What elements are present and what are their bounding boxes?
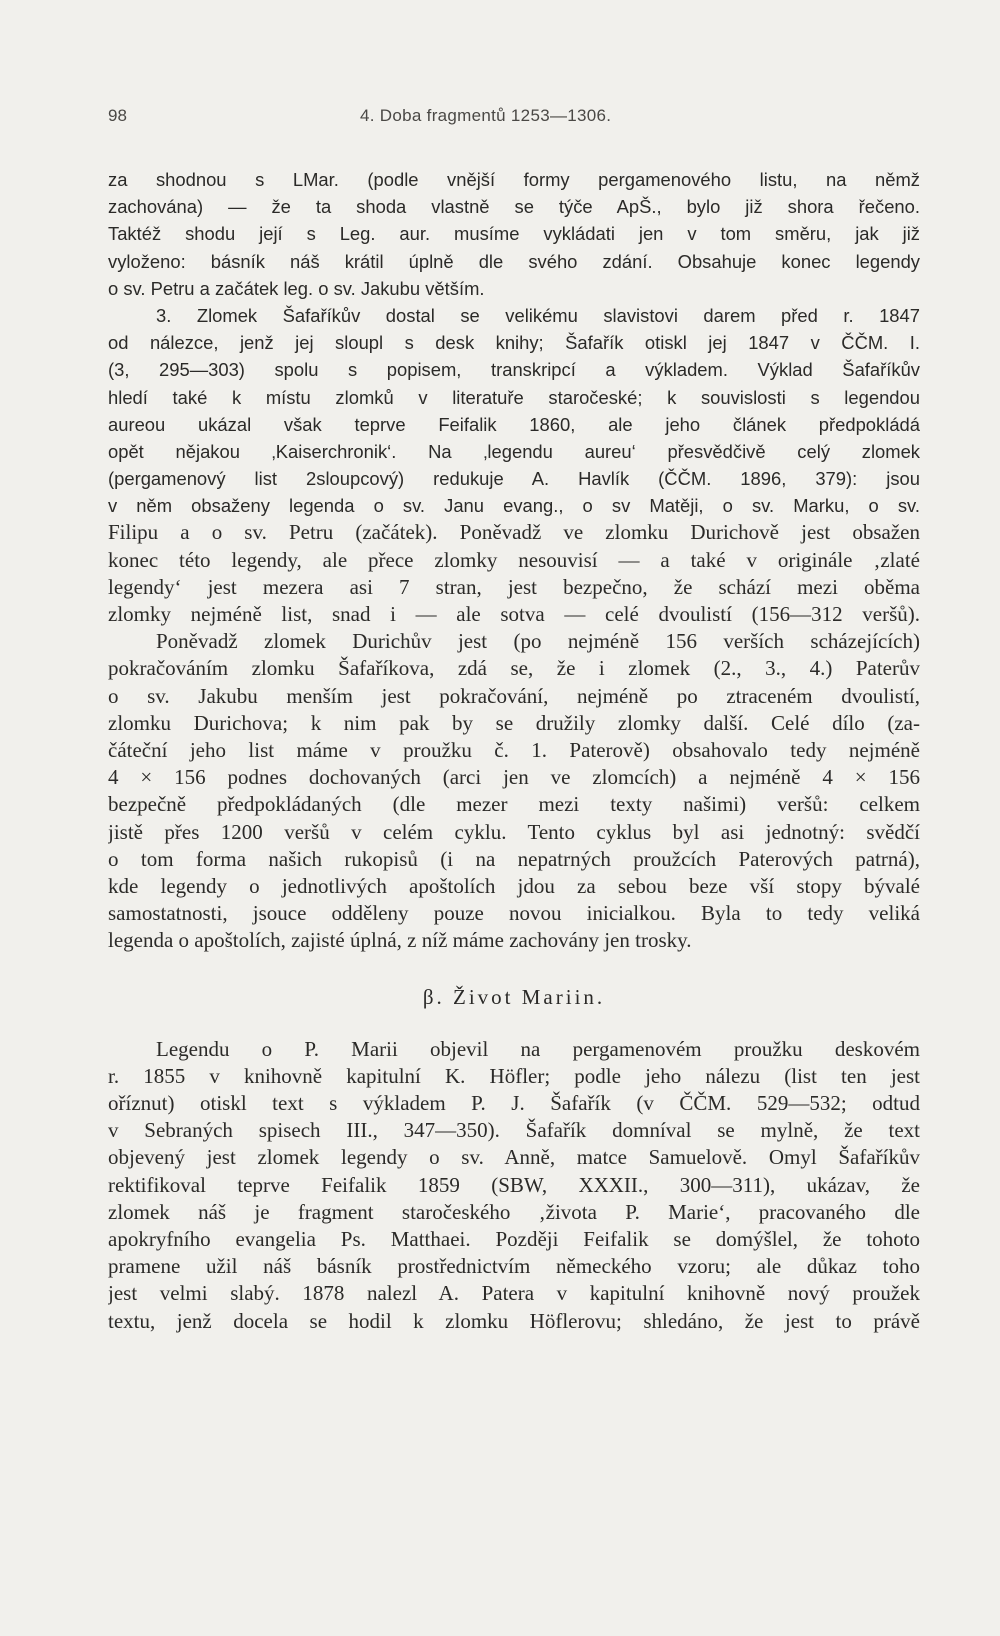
text-line: Poněvadž zlomek Durichův jest (po nejméně 156 verších scházejících) [156,629,920,654]
text-line: Filipu a o sv. Petru (začátek). Poněvadž ve zlomku Durichově jest obsažen [108,520,920,545]
text-line: kde legendy o jednotlivých apoštolích jdou za sebou beze vší stopy bývalé [108,873,920,898]
text-line: objevený jest zlomek legendy o sv. Anně, matce Samuelově. Omyl Šafaříkův [108,1145,920,1170]
text-line: jest velmi slabý. 1878 nalezl A. Patera v kapitulní knihovně nový proužek [108,1281,920,1306]
text-line: o sv. Jakubu menším jest pokračování, nejméně po ztraceném dvoulistí, [108,683,920,708]
page-body [108,166,920,1335]
text-line: legenda o apoštolích, zajisté úplná, z níž máme zachovány jen trosky. [108,928,692,953]
text-line: zlomek náš je fragment staročeského ‚života P. Marie‘, pracovaného dle [108,1199,920,1224]
text-line: v něm obsaženy legenda o sv. Janu evang., o sv Matěji, o sv. Marku, o sv. [108,495,920,517]
text-line: za shodnou s LMar. (podle vnější formy pergamenového listu, na němž [108,169,920,190]
text-line: v Sebraných spisech III., 347—350). Šafařík domníval se mylně, že text [108,1118,920,1143]
running-header [108,106,908,136]
text-line: rektifikoval teprve Feifalik 1859 (SBW, XXXII., 300—311), ukázav, že [108,1172,920,1197]
text-line: 3. Zlomek Šafaříkův dostal se velikému slavistovi darem před r. 1847 [156,304,920,326]
text-line: Taktéž shodu její s Leg. aur. musíme vykládati jen v tom směru, jak již [108,223,920,245]
text-line: čáteční jeho list máme v proužku č. 1. Paterově) obsahovalo tedy nejméně [108,737,920,762]
text-line: samostatnosti, jsouce odděleny pouze novou inicialkou. Byla to tedy veliká [108,901,920,926]
text-line: opět nějakou ‚Kaiserchronik‘. Na ‚legendu aureu‘ přesvědčivě celý zlomek [108,440,920,462]
text-line: hledí také k místu zlomků v literatuře staročeské; k souvislosti s legendou [108,386,920,408]
text-line: oříznut) otiskl text s výkladem P. J. Šafařík (v ČČM. 529—532; odtud [108,1091,920,1115]
text-line: aureou ukázal však teprve Feifalik 1860, ale jeho článek předpokládá [108,413,920,435]
page-number: 98 [108,106,127,125]
text-line: od nálezce, jenž jej sloupl s desk knihy; Šafařík otiskl jej 1847 v ČČM. I. [108,332,920,354]
text-line: pramene užil náš básník prostřednictvím německého vzoru; ale důkaz toho [108,1254,920,1279]
text-line: zlomky nejméně list, snad i — ale sotva — celé dvoulistí (156—312 veršů). [108,602,920,626]
text-line: o tom forma našich rukopisů (i na nepatrných proužcích Paterových patrná), [108,846,920,871]
text-line: legendy‘ jest mezera asi 7 stran, jest bezpečno, že schází mezi oběma [108,574,920,599]
text-line: bezpečně předpokládaných (dle mezer mezi texty našimi) veršů: celkem [108,792,920,817]
text-line: (3, 295—303) spolu s popisem, transkripcí a výkladem. Výklad Šafaříkův [108,359,920,381]
text-line: Legendu o P. Marii objevil na pergamenovém proužku deskovém [156,1036,920,1061]
text-line: konec této legendy, ale přece zlomky nesouvisí — a také v originále ‚zlaté [108,547,920,572]
text-line: vyloženo: básník náš krátil úplně dle svého zdání. Obsahuje konec legendy [108,250,920,272]
text-line: textu, jenž docela se hodil k zlomku Höflerovu; shledáno, že jest to právě [108,1308,920,1333]
text-line: 4 × 156 podnes dochovaných (arci jen ve zlomcích) a nejméně 4 × 156 [108,765,920,790]
text-line: (pergamenový list 2sloupcový) redukuje A. Havlík (ČČM. 1896, 379): jsou [108,468,920,490]
text-line: zachována) — že ta shoda vlastně se týče ApŠ., bylo již shora řečeno. [108,196,920,218]
text-line: o sv. Petru a začátek leg. o sv. Jakubu větším. [108,277,485,299]
text-line: jistě přes 1200 veršů v celém cyklu. Tento cyklus byl asi jednotný: svědčí [108,819,920,844]
text-line: pokračováním zlomku Šafaříkova, zdá se, že i zlomek (2., 3., 4.) Paterův [108,656,920,681]
text-line: r. 1855 v knihovně kapitulní K. Höfler; podle jeho nálezu (list ten jest [108,1063,920,1088]
running-title: 4. Doba fragmentů 1253—1306. [360,106,612,125]
section-heading: β. Život Mariin. [422,985,606,1010]
text-line: apokryfního evangelia Ps. Matthaei. Později Feifalik se domýšlel, že tohoto [108,1226,920,1251]
text-line: zlomku Durichova; k nim pak by se družily zlomky další. Celé dílo (za- [108,710,920,735]
